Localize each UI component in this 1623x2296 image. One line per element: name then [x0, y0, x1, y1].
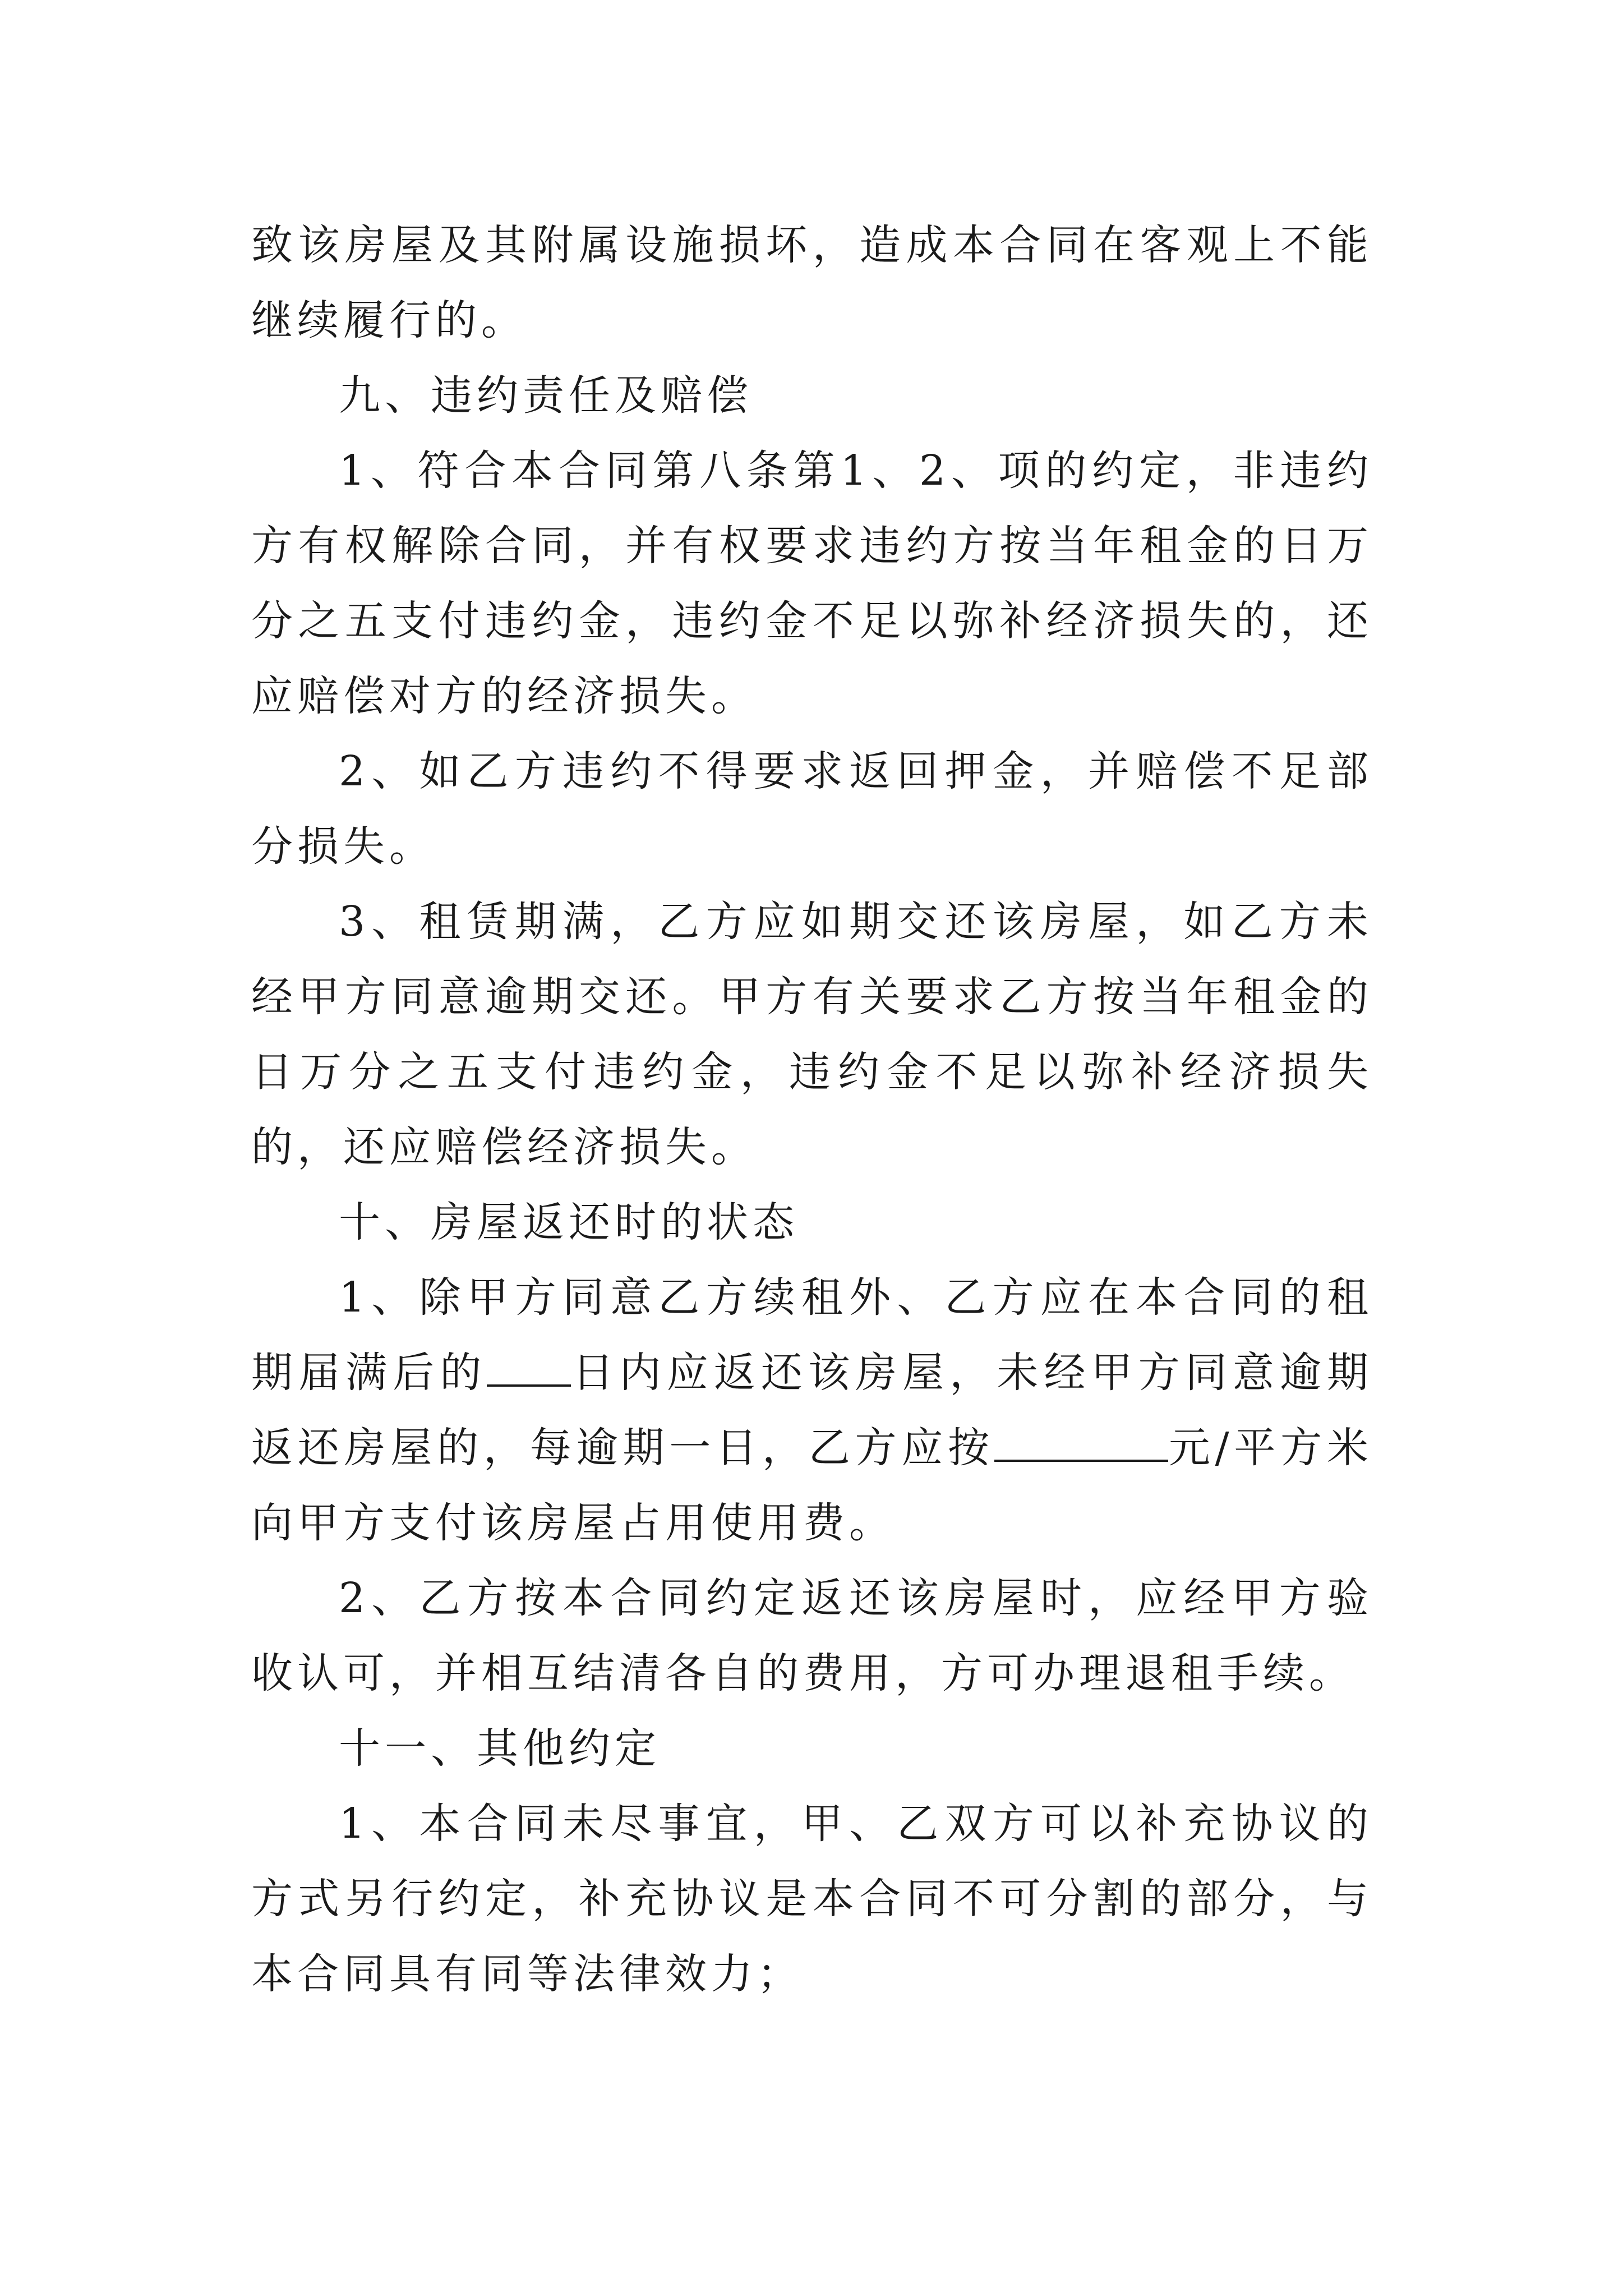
- clause-10-1-part-c: 元/平方米向甲方支付该房屋占用使用费。: [251, 1424, 1373, 1547]
- document-body: [251, 208, 1373, 2012]
- section-heading-breach-liability: 九、违约责任及赔偿: [339, 371, 753, 420]
- fee-blank-field: [994, 1425, 1168, 1462]
- clause-11-1: 1、本合同未尽事宜，甲、乙双方可以补充协议的方式另行约定，补充协议是本合同不可分割的部分，与本合同具有同等法律效力；: [251, 1800, 1373, 1998]
- section-heading-other-agreements: 十一、其他约定: [339, 1724, 661, 1773]
- clause-9-2: 2、如乙方违约不得要求返回押金，并赔偿不足部分损失。: [251, 747, 1373, 871]
- section-heading-return-condition: 十、房屋返还时的状态: [339, 1198, 799, 1246]
- clause-9-1: 1、符合本合同第八条第1、2、项的约定，非违约方有权解除合同，并有权要求违约方按当年租金的日万分之五支付违约金，违约金不足以弥补经济损失的，还应赔偿对方的经济损失。: [251, 447, 1373, 720]
- days-blank-field: [487, 1350, 571, 1387]
- paragraph-continuation: 致该房屋及其附属设施损坏，造成本合同在客观上不能继续履行的。: [251, 221, 1373, 344]
- clause-10-2: 2、乙方按本合同约定返还该房屋时，应经甲方验收认可，并相互结清各自的费用，方可办理退租手续。: [251, 1574, 1373, 1697]
- clause-10-1-part-a: 1、除甲方同意乙方续租外、乙方应在本合同的租期届满后的: [251, 1273, 1373, 1397]
- clause-10-1-part-b: 日内应返还该房屋，未经甲方同意逾期返还房屋的，每逾期一日，乙方应按: [251, 1349, 1373, 1472]
- clause-10-1: [251, 1260, 1373, 1561]
- clause-9-3: 3、租赁期满，乙方应如期交还该房屋，如乙方未经甲方同意逾期交还。甲方有关要求乙方按当年租金的日万分之五支付违约金，违约金不足以弥补经济损失的，还应赔偿经济损失。: [251, 898, 1373, 1171]
